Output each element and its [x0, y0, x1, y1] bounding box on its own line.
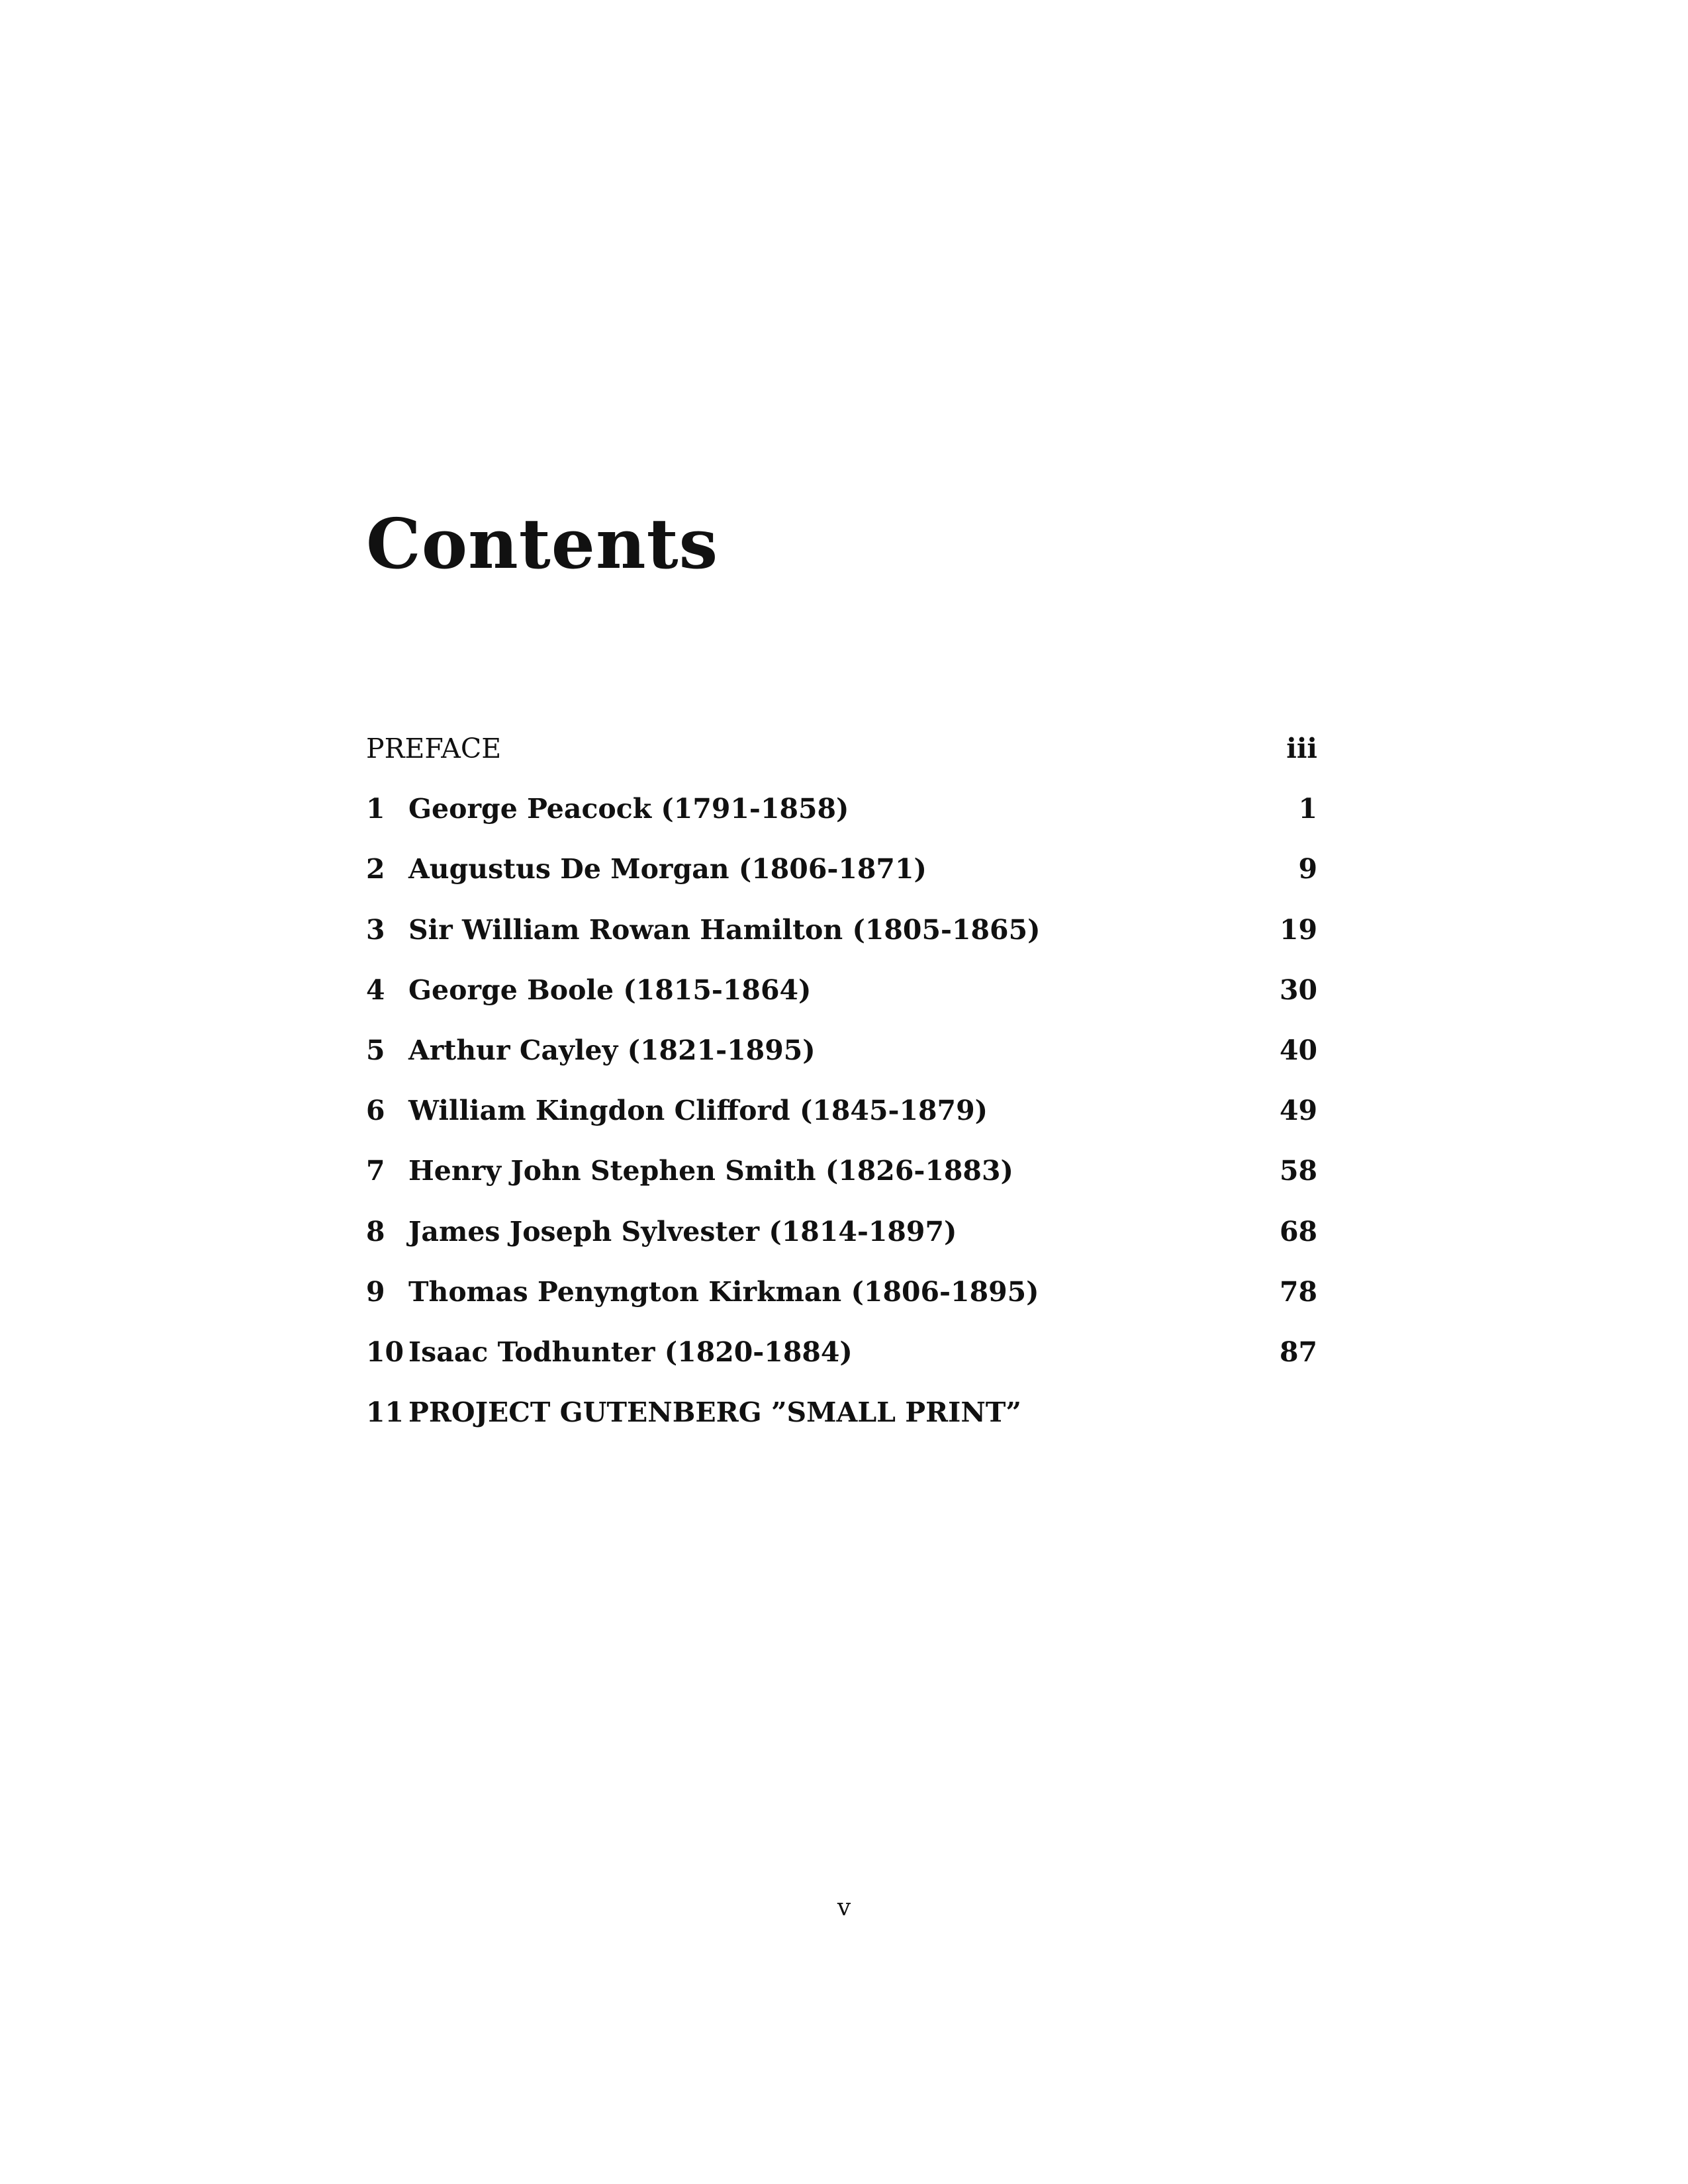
toc-entry-number: 9 [366, 1275, 385, 1308]
toc-entry-title: Augustus De Morgan (1806-1871) [408, 853, 927, 886]
toc-entry-page: 68 [1279, 1215, 1317, 1248]
toc-entry-chapter-1[interactable] [366, 784, 1317, 844]
toc-entry-chapter-8[interactable] [366, 1206, 1317, 1267]
toc-entry-page: 78 [1279, 1275, 1317, 1308]
toc-entry-page: 1 [1298, 793, 1317, 825]
toc-entry-page: 40 [1279, 1034, 1317, 1066]
toc-entry-chapter-7[interactable] [366, 1146, 1317, 1206]
toc-entry-number: 5 [366, 1034, 385, 1066]
toc-entry-number: 11 [366, 1396, 404, 1429]
toc-entry-chapter-3[interactable] [366, 905, 1317, 965]
toc-entry-title: PREFACE [366, 733, 502, 764]
toc-entry-number: 4 [366, 974, 385, 1006]
toc-entry-title: George Boole (1815-1864) [408, 974, 812, 1006]
toc-entry-page: iii [1286, 733, 1317, 764]
toc-entry-number: 10 [366, 1336, 404, 1368]
toc-entry-page: 30 [1279, 974, 1317, 1006]
toc-entry-number: 3 [366, 913, 385, 946]
toc-entry-title: George Peacock (1791-1858) [408, 793, 849, 825]
page-number: v [837, 1894, 851, 1921]
toc-entry-page: 87 [1279, 1336, 1317, 1368]
toc-entry-title: Henry John Stephen Smith (1826-1883) [408, 1155, 1013, 1187]
toc-entry-chapter-11[interactable] [366, 1387, 1317, 1447]
toc-entry-title: PROJECT GUTENBERG ”SMALL PRINT” [408, 1396, 1021, 1429]
toc-entry-number: 7 [366, 1155, 385, 1187]
toc-entry-number: 8 [366, 1215, 385, 1248]
toc-entry-number: 2 [366, 853, 385, 886]
toc-entry-page: 58 [1279, 1155, 1317, 1187]
toc-entry-title: William Kingdon Clifford (1845-1879) [408, 1095, 988, 1127]
toc-entry-chapter-5[interactable] [366, 1025, 1317, 1085]
toc-entry-title: Isaac Todhunter (1820-1884) [408, 1336, 853, 1368]
table-of-contents [366, 723, 1317, 1447]
toc-entry-chapter-6[interactable] [366, 1085, 1317, 1146]
toc-entry-number: 1 [366, 793, 385, 825]
toc-entry-title: Arthur Cayley (1821-1895) [408, 1034, 816, 1066]
toc-entry-number: 6 [366, 1095, 385, 1127]
toc-entry-page: 9 [1298, 853, 1317, 886]
toc-entry-chapter-9[interactable] [366, 1267, 1317, 1327]
toc-entry-page: 49 [1279, 1095, 1317, 1127]
toc-entry-page: 19 [1279, 913, 1317, 946]
toc-entry-preface[interactable] [366, 723, 1317, 784]
page-title: Contents [366, 503, 719, 584]
toc-entry-title: Thomas Penyngton Kirkman (1806-1895) [408, 1275, 1039, 1308]
toc-entry-chapter-10[interactable] [366, 1327, 1317, 1387]
toc-entry-chapter-2[interactable] [366, 844, 1317, 904]
toc-entry-chapter-4[interactable] [366, 965, 1317, 1025]
toc-entry-title: Sir William Rowan Hamilton (1805-1865) [408, 913, 1041, 946]
toc-entry-title: James Joseph Sylvester (1814-1897) [408, 1215, 957, 1248]
